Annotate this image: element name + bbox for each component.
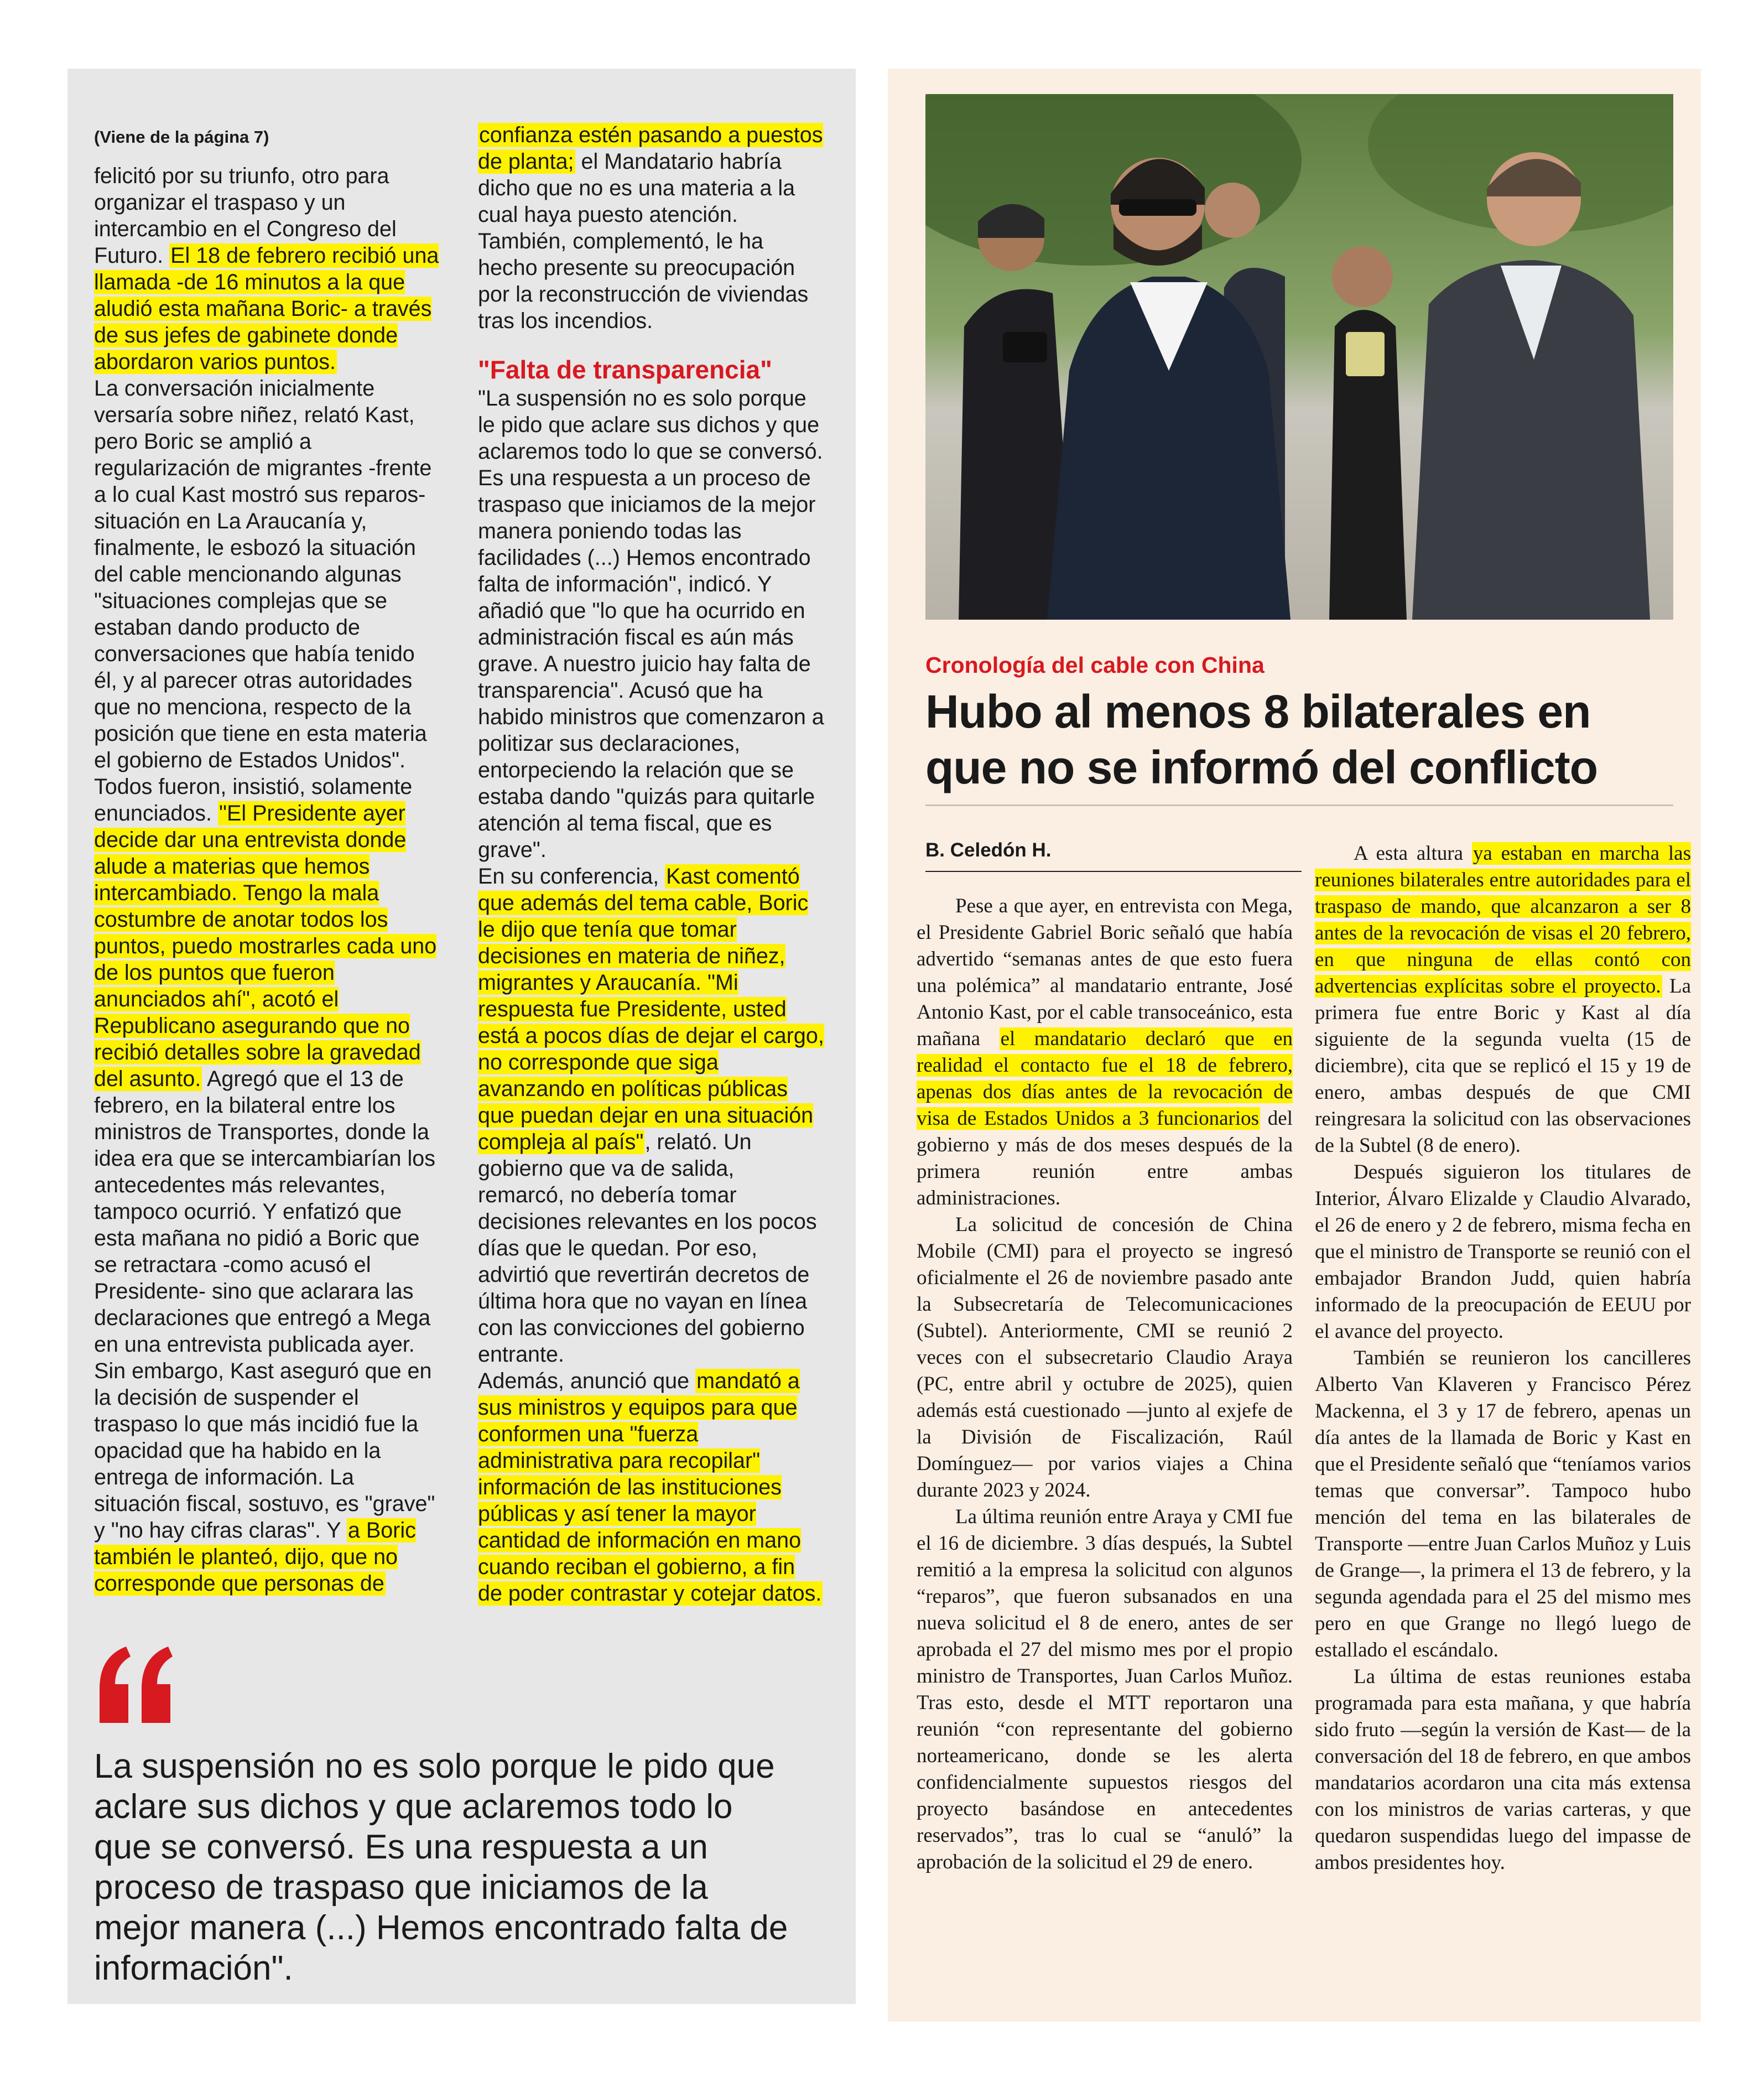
headline-divider [925,804,1673,806]
paragraph: "La suspensión no es solo porque le pido que aclare sus dichos y que aclaremos todo lo que se conversó. Es una respuesta a un proceso de traspaso que iniciamos de la mejor manera poniendo todas las facilidades (...) Hemos encontrado falta de información", indicó. Y añadió que "lo que ha ocurrido en administración fiscal es aún más grave. A nuestro juicio hay falta de transparencia". Acusó que ha habido ministros que comenzaron a politizar sus declaraciones, entorpeciendo la relación que se estaba dando "quizás para quitarle atención al tema fiscal, que es grave". [478,386,824,862]
paragraph: La solicitud de concesión de China Mobile (CMI) para el proyecto se ingresó oficialmente el 26 de noviembre pasado ante la Subsecretaría de Telecomunicaciones (Subtel). Anteriormente, CMI se reunió 2 veces con el subsecretario Claudio Araya (PC, entre abril y octubre de 2025), quien además está cuestionado —junto al exjefe de la División de Fiscalización, Raúl Domínguez— por varios viajes a China durante 2023 y 2024. [917,1213,1293,1502]
paragraph: Además, anunció que mandató a sus ministros y equipos para que conformen una "fuerza administrativa para recopilar" información de las instituciones públicas y así tener la mayor cantidad de información en mano cuando reciban el gobierno, a fin de poder contrastar y cotejar datos. [478,1369,822,1606]
byline: B. Celedón H. [925,839,1052,861]
byline-divider [925,871,1302,872]
continuation-note: (Viene de la página 7) [94,127,269,147]
highlighted-text: "El Presidente ayer decide dar una entrevista donde alude a materias que hemos intercambiado. Tengo la mala costumbre de anotar todos los puntos, puedo mostrarles cada uno de los puntos que fueron anunciados ahí", acotó el Republicano asegurando que no recibió detalles sobre la gravedad del asunto. [94,801,437,1091]
highlighted-text: El 18 de febrero recibió una llamada -de 16 minutos a la que aludió esta mañana Boric- a través de sus jefes de gabinete donde abordaron varios puntos. [94,243,439,374]
paragraph: confianza estén pasando a puestos de planta; el Mandatario habría dicho que no es una materia a la cual haya puesto atención. También, complementó, le ha hecho presente su preocupación por la reconstrucción de viviendas tras los incendios. [478,123,823,333]
article-kicker: Cronología del cable con China [925,652,1265,678]
right-article-column-1 [917,893,1293,1876]
highlighted-text: a Boric también le planteó, dijo, que no corresponde que personas de [94,1518,416,1596]
pull-quote: La suspensión no es solo porque le pido que aclare sus dichos y que aclaremos todo lo que se conversó. Es una respuesta a un proceso de traspaso que iniciamos de la mejor manera (...) Hemos encontrado falta de información". [94,1747,788,1987]
highlighted-text: el mandatario declaró que en realidad el contacto fue el 18 de febrero, apenas dos días antes de la revocación de visa de Estados Unidos a 3 funcionarios [917,1027,1293,1130]
article-headline: Hubo al menos 8 bilaterales en que no se informó del conflicto [925,686,1598,793]
highlighted-text: mandató a sus ministros y equipos para que conformen una "fuerza administrativa para recopilar" información de las instituciones públicas y así tener la mayor cantidad de información en mano cuando reciban el gobierno, a fin de poder contrastar y cotejar datos. [478,1369,822,1606]
highlighted-text: Kast comentó que además del tema cable, Boric le dijo que tenía que tomar decisiones en materia de niñez, migrantes y Araucanía. "Mi respuesta fue Presidente, usted está a pocos días de dejar el cargo, no corresponde que siga avanzando en políticas públicas que puedan dejar en una situación compleja al país" [478,864,824,1154]
paragraph: Sin embargo, Kast aseguró que en la decisión de suspender el traspaso lo que más incidió fue la opacidad que ha habido en la entrega de información. La situación fiscal, sostuvo, es "grave" y "no hay cifras claras". Y a Boric también le planteó, dijo, que no corresponde que personas de [94,1359,435,1596]
section-subhead: "Falta de transparencia" [478,355,772,384]
left-article-column-2 [478,122,825,1607]
right-article-column-2 [1315,840,1691,1876]
right-article-panel [888,69,1701,2022]
highlighted-text: confianza estén pasando a puestos de planta; [478,123,823,174]
paragraph: A esta altura ya estaban en marcha las reuniones bilaterales entre autoridades para el traspaso de mando, que alcanzaron a ser 8 antes de la revocación de visas el 20 febrero, en que ninguna de ellas contó con advertencias explícitas sobre el proyecto. La primera fue entre Boric y Kast al día siguiente de la segunda vuelta (15 de diciembre), cita que se replicó el 15 y 19 de enero, ambas después de que CMI reingresara la solicitud con las observaciones de la Subtel (8 de enero). [1315,842,1691,1157]
left-article-column-1 [94,124,441,1597]
paragraph: En su conferencia, Kast comentó que además del tema cable, Boric le dijo que tenía que tomar decisiones en materia de niñez, migrantes y Araucanía. "Mi respuesta fue Presidente, usted está a pocos días de dejar el cargo, no corresponde que siga avanzando en políticas públicas que puedan dejar en una situación compleja al país", relató. Un gobierno que va de salida, remarcó, no debería tomar decisiones relevantes en los pocos días que le quedan. Por eso, advirtió que revertirán decretos de última hora que no vayan en línea con las convicciones del gobierno entrante. [478,864,824,1367]
quote-mark-icon [94,1640,177,1728]
paragraph: La última reunión entre Araya y CMI fue el 16 de diciembre. 3 días después, la Subtel remitió a la empresa la solicitud con algunos “reparos”, que fueron subsanados en una nueva solicitud el 8 de enero, antes de ser aprobada el 27 del mismo mes por el propio ministro de Transportes, Juan Carlos Muñoz. Tras esto, desde el MTT reportaron una reunión “con representante del gobierno norteamericano, donde se les alerta confidencialmente supuestos riesgos del proyecto basándose en antecedentes reservados”, tras lo cual se “anuló” la aprobación de la solicitud el 29 de enero. [917,1505,1293,1873]
paragraph: La última de estas reuniones estaba programada para esta mañana, y que habría sido fruto —según la versión de Kast— de la conversación del 18 de febrero, en que ambos mandatarios acordaron una cita más extensa con los ministros de varias carteras, y que quedaron suspendidas luego del impasse de ambos presidentes hoy. [1315,1665,1691,1874]
paragraph: felicitó por su triunfo, otro para organizar el traspaso y un intercambio en el Congreso del Futuro. El 18 de febrero recibió una llamada -de 16 minutos a la que aludió esta mañana Boric- a través de sus jefes de gabinete donde abordaron varios puntos. [94,164,439,374]
paragraph: También se reunieron los cancilleres Alberto Van Klaveren y Francisco Pérez Mackenna, el 3 y 17 de febrero, apenas un día antes de la llamada de Boric y Kast en que el Presidente señaló que “teníamos varios temas que conversar”. Tampoco hubo mención del tema en las bilaterales de Transporte —entre Juan Carlos Muñoz y Luis de Grange—, la primera el 13 de febrero, y la segunda agendada para el 25 del mismo mes pero en que Grange no llegó luego de estallado el escándalo. [1315,1347,1691,1661]
paragraph: La conversación inicialmente versaría sobre niñez, relató Kast, pero Boric se amplió a regularización de migrantes -frente a lo cual Kast mostró sus reparos- situación en La Araucanía y, finalmente, le esbozó la situación del cable mencionando algunas "situaciones complejas que se estaban dando producto de conversaciones que había tenido él, y al parecer otras autoridades que no menciona, respecto de la posición que tiene en esta materia el gobierno de Estados Unidos". Todos fueron, insistió, solamente enunciados. "El Presidente ayer decide dar una entrevista donde alude a materias que hemos intercambiado. Tengo la mala costumbre de anotar todos los puntos, puedo mostrarles cada uno de los puntos que fueron anunciados ahí", acotó el Republicano asegurando que no recibió detalles sobre la gravedad del asunto. Agregó que el 13 de febrero, en la bilateral entre los ministros de Transportes, donde la idea era que se intercambiarían los antecedentes más relevantes, tampoco ocurrió. Y enfatizó que esta mañana no pidió a Boric que se retractara -como acusó el Presidente- sino que aclarara las declaraciones que entregó a Mega en una entrevista publicada ayer. [94,376,437,1357]
news-photo [925,94,1673,620]
paragraph: Después siguieron los titulares de Interior, Álvaro Elizalde y Claudio Alvarado, el 26 de enero y 2 de febrero, misma fecha en que el ministro de Transporte se reunió con el embajador Brandon Judd, quien habría informado de la preocupación de EEUU por el avance del proyecto. [1315,1161,1691,1343]
highlighted-text: ya estaban en marcha las reuniones bilaterales entre autoridades para el traspaso de mando, que alcanzaron a ser 8 antes de la revocación de visas el 20 febrero, en que ninguna de ellas contó con advertencias explícitas sobre el proyecto. [1315,842,1691,998]
left-article-panel [67,69,856,2004]
paragraph: Pese a que ayer, en entrevista con Mega, el Presidente Gabriel Boric señaló que había advertido “semanas antes de que esto fuera una polémica” al mandatario entrante, José Antonio Kast, por el cable transoceánico, esta mañana el mandatario declaró que en realidad el contacto fue el 18 de febrero, apenas dos días antes de la revocación de visa de Estados Unidos a 3 funcionarios del gobierno y más de dos meses después de la primera reunión entre ambas administraciones. [917,895,1293,1209]
